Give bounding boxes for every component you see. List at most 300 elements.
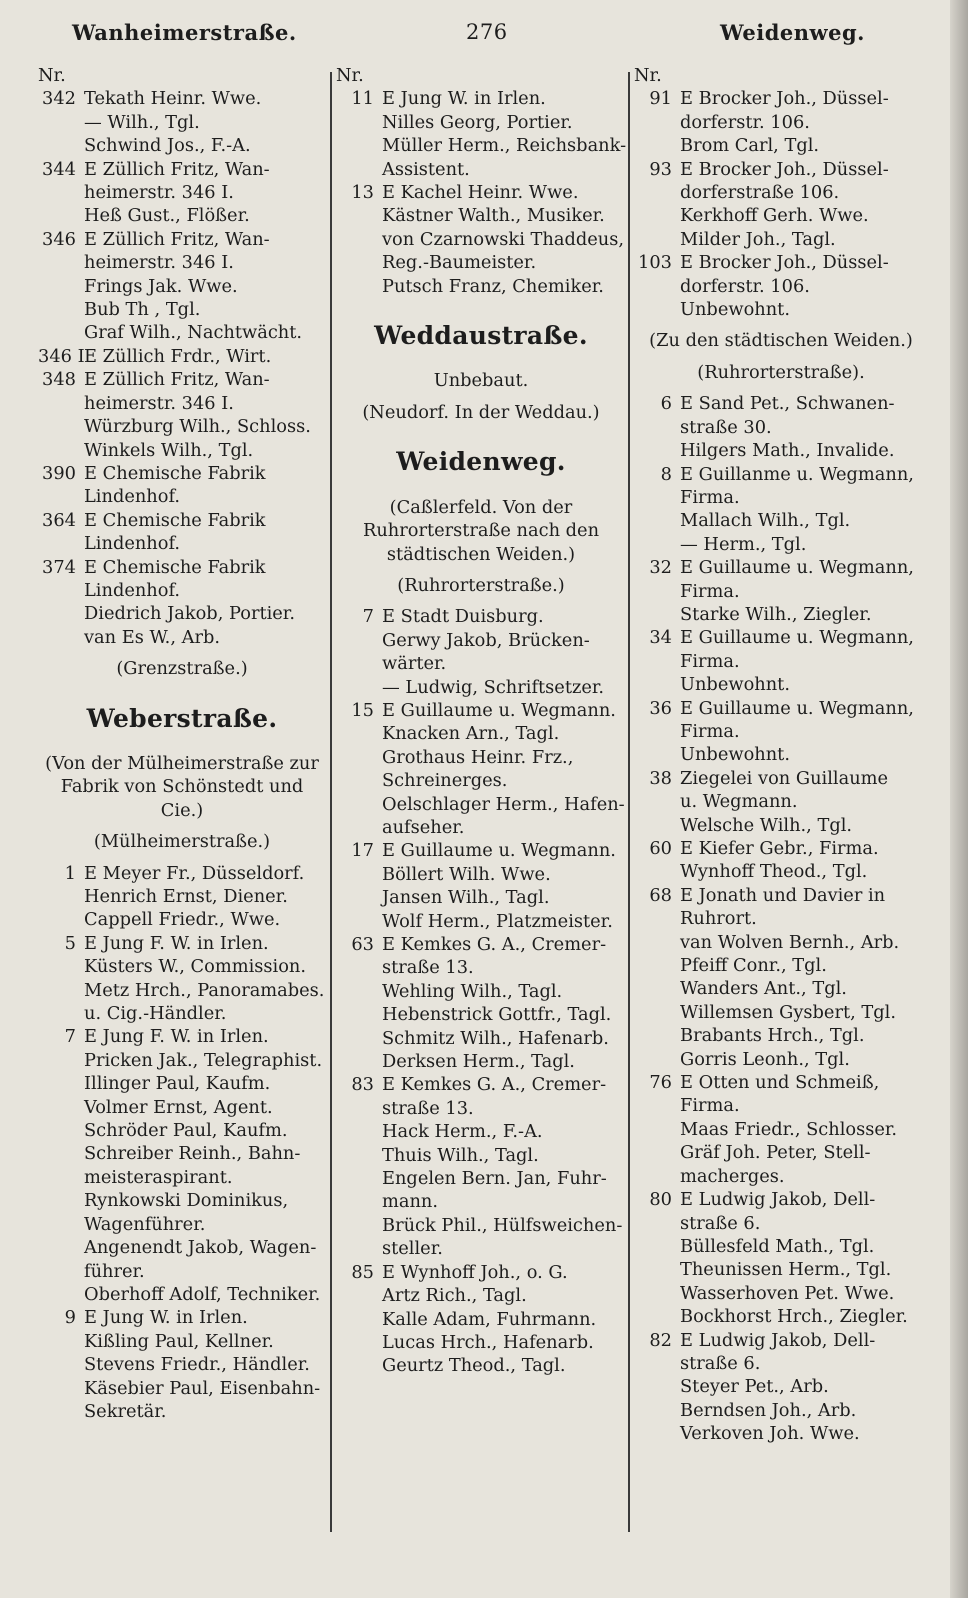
street-note: (Ruhrorterstraße).	[697, 361, 865, 383]
directory-entry	[336, 204, 626, 227]
directory-entry	[634, 298, 928, 321]
directory-entry	[634, 228, 928, 251]
entry-text: Artz Rich., Tagl.	[382, 1285, 527, 1307]
directory-entry	[634, 603, 928, 626]
entry-text: E Stadt Duisburg.	[382, 606, 544, 628]
directory-entry	[38, 1142, 326, 1165]
entry-text: Stevens Friedr., Händler.	[84, 1354, 310, 1376]
directory-entry	[634, 954, 928, 977]
directory-entry	[336, 1284, 626, 1307]
house-number: 17	[351, 840, 374, 862]
entry-text: Unbewohnt.	[680, 674, 790, 696]
directory-entry	[38, 158, 326, 181]
directory-entry	[336, 910, 626, 933]
directory-entry	[336, 793, 626, 816]
directory-entry	[38, 602, 326, 625]
directory-entry	[38, 298, 326, 321]
entry-text: Lucas Hrch., Hafenarb.	[382, 1331, 594, 1353]
column-number-heading: Nr.	[38, 65, 66, 86]
entry-text: Milder Joh., Tagl.	[680, 228, 836, 250]
entry-text: Putsch Franz, Chemiker.	[382, 275, 604, 297]
directory-entry	[336, 1073, 626, 1096]
entry-text: — Ludwig, Schriftsetzer.	[382, 676, 605, 698]
entry-continuation: heimerstr. 346 I.	[84, 392, 234, 414]
directory-entry	[38, 626, 326, 649]
directory-entry	[336, 181, 626, 204]
entry-text: E Brocker Joh., Düssel-	[680, 88, 889, 110]
entry-text: Gerwy Jakob, Brücken-	[382, 629, 590, 651]
street-note: (Neudorf. In der Weddau.)	[362, 401, 600, 423]
page-edge-shadow	[950, 0, 968, 1598]
directory-entry	[38, 1283, 326, 1306]
entry-text: Käsebier Paul, Eisenbahn-	[84, 1377, 321, 1399]
house-number: 346 I	[38, 345, 85, 367]
entry-text: Cappell Friedr., Wwe.	[84, 909, 281, 931]
entry-continuation: straße 30.	[680, 416, 772, 438]
directory-entry	[336, 87, 626, 110]
house-number: 348	[42, 369, 76, 391]
house-number: 91	[649, 88, 672, 110]
directory-entry	[336, 980, 626, 1003]
entry-text: E Chemische Fabrik	[84, 509, 266, 531]
entry-text: Pfeiff Conr., Tgl.	[680, 955, 827, 977]
entry-text: Büllesfeld Math., Tgl.	[680, 1235, 875, 1257]
directory-entry	[336, 839, 626, 862]
directory-entry	[336, 746, 626, 769]
directory-entry	[634, 251, 928, 274]
entry-text: Schmitz Wilh., Hafenarb.	[382, 1027, 609, 1049]
entry-text: E Kiefer Gebr., Firma.	[680, 838, 879, 859]
directory-entry	[634, 463, 928, 486]
directory-entry	[634, 87, 928, 110]
entry-text: E Züllich Frdr., Wirt.	[84, 345, 272, 367]
directory-entry	[336, 629, 626, 652]
house-number: 7	[362, 606, 374, 628]
directory-entry	[634, 1329, 928, 1352]
house-number: 374	[42, 556, 76, 578]
entry-text: van Es W., Arb.	[84, 626, 221, 648]
directory-entry	[336, 1214, 626, 1237]
entry-text: Unbewohnt.	[680, 744, 790, 766]
entry-text: E Kemkes G. A., Cremer-	[382, 934, 607, 955]
directory-entry	[634, 1048, 928, 1071]
directory-entry	[38, 87, 326, 110]
entry-continuation: Firma.	[680, 1095, 740, 1117]
directory-entry	[634, 1141, 928, 1164]
entry-text: Unbewohnt.	[680, 299, 790, 321]
entry-text: Knacken Arn., Tagl.	[382, 723, 560, 745]
directory-entry	[38, 509, 326, 532]
house-number: 82	[649, 1329, 672, 1351]
directory-entry	[336, 676, 626, 699]
directory-entry	[38, 415, 326, 438]
column-number-heading: Nr.	[634, 65, 662, 86]
directory-entry	[38, 885, 326, 908]
directory-entry	[634, 1118, 928, 1141]
directory-entry	[336, 1050, 626, 1073]
entry-text: Gräf Joh. Peter, Stell-	[680, 1142, 871, 1164]
entry-text: E Kemkes G. A., Cremer-	[382, 1074, 607, 1096]
directory-entry	[634, 392, 928, 415]
entry-text: Geurtz Theod., Tagl.	[382, 1355, 566, 1377]
directory-entry	[336, 863, 626, 886]
directory-entry	[634, 837, 928, 860]
entry-text: Jansen Wilh., Tagl.	[382, 887, 550, 909]
directory-entry	[336, 1144, 626, 1167]
street-heading: Weidenweg.	[396, 447, 566, 477]
entry-text: Welsche Wilh., Tgl.	[680, 814, 853, 836]
entry-text: Bockhorst Hrch., Ziegler.	[680, 1306, 908, 1328]
entry-text: Maas Friedr., Schlosser.	[680, 1118, 898, 1140]
entry-text: Angenendt Jakob, Wagen-	[84, 1237, 317, 1259]
entry-text: E Jung W. in Irlen.	[382, 88, 546, 110]
directory-entry	[38, 1049, 326, 1072]
directory-entry	[634, 814, 928, 837]
entry-text: Gorris Leonh., Tgl.	[680, 1048, 850, 1070]
directory-entry	[38, 1306, 326, 1329]
running-head-left: Wanheimerstraße.	[72, 20, 297, 45]
entry-text: E Jung F. W. in Irlen.	[84, 1026, 269, 1048]
directory-entry	[38, 1353, 326, 1376]
directory-entry	[38, 1377, 326, 1400]
running-head-right: Weidenweg.	[720, 20, 865, 45]
directory-entry	[336, 1003, 626, 1026]
directory-entry	[634, 134, 928, 157]
directory-entry	[336, 1027, 626, 1050]
entry-continuation: aufseher.	[382, 816, 465, 838]
house-number: 342	[42, 88, 76, 110]
street-note: (Grenzstraße.)	[116, 658, 248, 680]
directory-entry	[336, 933, 626, 956]
directory-entry	[336, 605, 626, 628]
entry-continuation: Firma.	[680, 580, 740, 602]
entry-continuation: Assistent.	[382, 158, 470, 180]
directory-entry	[38, 228, 326, 251]
entry-text: Tekath Heinr. Wwe.	[84, 88, 262, 110]
entry-continuation: Firma.	[680, 486, 740, 508]
entry-text: E Guillaume u. Wegmann,	[680, 627, 914, 649]
entry-continuation: Schreinerges.	[382, 770, 508, 792]
directory-entry	[38, 1119, 326, 1142]
entry-text: E Züllich Fritz, Wan-	[84, 158, 270, 180]
house-number: 80	[649, 1189, 672, 1211]
directory-entry	[336, 134, 626, 157]
column-3	[634, 64, 928, 1446]
directory-entry	[634, 1024, 928, 1047]
entry-continuation: straße 13.	[382, 957, 474, 979]
entry-text: E Guillanme u. Wegmann,	[680, 463, 914, 485]
house-number: 103	[638, 252, 672, 274]
directory-entry	[38, 345, 326, 368]
entry-continuation: straße 13.	[382, 1097, 474, 1119]
entry-text: E Guillaume u. Wegmann,	[680, 697, 914, 719]
entry-text: Hack Herm., F.-A.	[382, 1121, 543, 1143]
entry-text: Theunissen Herm., Tgl.	[680, 1259, 892, 1281]
entry-text: E Ludwig Jakob, Dell-	[680, 1329, 876, 1351]
entry-text: E Züllich Fritz, Wan-	[84, 228, 270, 250]
directory-entry	[38, 1236, 326, 1259]
directory-entry	[38, 1330, 326, 1353]
directory-entry	[38, 955, 326, 978]
entry-text: Hilgers Math., Invalide.	[680, 440, 895, 462]
entry-text: Diedrich Jakob, Portier.	[84, 603, 295, 625]
column-number-heading: Nr.	[336, 65, 364, 86]
entry-text: Wehling Wilh., Tagl.	[382, 980, 563, 1002]
directory-entry	[634, 931, 928, 954]
entry-text: Mallach Wilh., Tgl.	[680, 510, 851, 532]
entry-text: Ziegelei von Guillaume	[680, 767, 889, 789]
entry-text: E Brocker Joh., Düssel-	[680, 158, 889, 180]
entry-text: E Guillaume u. Wegmann,	[680, 557, 914, 579]
entry-text: Oberhoff Adolf, Techniker.	[84, 1283, 321, 1305]
entry-text: E Wynhoff Joh., o. G.	[382, 1261, 568, 1283]
entry-text: Starke Wilh., Ziegler.	[680, 603, 872, 625]
directory-entry	[634, 1375, 928, 1398]
entry-text: Berndsen Joh., Arb.	[680, 1399, 857, 1421]
directory-entry	[336, 722, 626, 745]
directory-entry	[336, 111, 626, 134]
entry-text: Winkels Wilh., Tgl.	[84, 439, 254, 461]
entry-text: Engelen Bern. Jan, Fuhr-	[382, 1168, 607, 1190]
directory-entry	[634, 673, 928, 696]
entry-text: Schröder Paul, Kaufm.	[84, 1120, 288, 1142]
entry-text: E Meyer Fr., Düsseldorf.	[84, 862, 305, 884]
directory-entry	[634, 767, 928, 790]
directory-entry	[634, 697, 928, 720]
entry-text: E Chemische Fabrik	[84, 556, 266, 578]
directory-entry	[634, 626, 928, 649]
entry-continuation: u. Cig.-Händler.	[84, 1003, 227, 1025]
entry-continuation: Firma.	[680, 650, 740, 672]
house-number: 36	[649, 697, 672, 719]
entry-text: Verkoven Joh. Wwe.	[680, 1423, 860, 1445]
street-heading: Weddaustraße.	[374, 321, 588, 351]
directory-entry	[634, 1071, 928, 1094]
entry-text: Thuis Wilh., Tagl.	[382, 1144, 539, 1166]
entry-text: Nilles Georg, Portier.	[382, 111, 573, 133]
house-number: 390	[42, 462, 76, 484]
directory-entry	[634, 533, 928, 556]
street-note: (Von der Mülheimerstraße zur Fabrik von Schönstedt und Cie.)	[45, 752, 319, 821]
house-number: 85	[351, 1261, 374, 1283]
entry-text: E Züllich Fritz, Wan-	[84, 369, 270, 391]
house-number: 15	[351, 699, 374, 721]
entry-continuation: steller.	[382, 1238, 443, 1260]
entry-continuation: straße 6.	[680, 1352, 761, 1374]
house-number: 38	[649, 767, 672, 789]
directory-entry	[634, 1188, 928, 1211]
entry-text: E Jung W. in Irlen.	[84, 1307, 248, 1329]
entry-text: Schwind Jos., F.-A.	[84, 135, 251, 157]
entry-text: E Brocker Joh., Düssel-	[680, 252, 889, 274]
directory-entry	[634, 860, 928, 883]
directory-entry	[336, 1354, 626, 1377]
directory-entry	[38, 275, 326, 298]
entry-text: E Jung F. W. in Irlen.	[84, 932, 269, 954]
column-1	[38, 64, 326, 1423]
street-note: Unbebaut.	[433, 370, 529, 392]
directory-entry	[336, 699, 626, 722]
directory-entry	[336, 275, 626, 298]
entry-text: Willemsen Gysbert, Tgl.	[680, 1001, 896, 1023]
entry-text: von Czarnowski Thaddeus,	[382, 228, 624, 250]
column-divider	[330, 72, 332, 1532]
directory-entry	[38, 321, 326, 344]
entry-text: E Guillaume u. Wegmann.	[382, 699, 616, 721]
directory-entry	[634, 1399, 928, 1422]
house-number: 344	[42, 158, 76, 180]
street-note: (Mülheimerstraße.)	[93, 831, 271, 853]
directory-entry	[38, 979, 326, 1002]
entry-continuation: heimerstr. 346 I.	[84, 252, 234, 274]
directory-entry	[336, 1167, 626, 1190]
house-number: 7	[64, 1026, 76, 1048]
entry-continuation: Wagenführer.	[84, 1213, 206, 1235]
entry-text: E Kachel Heinr. Wwe.	[382, 182, 579, 204]
street-note: (Zu den städtischen Weiden.)	[649, 330, 913, 352]
house-number: 5	[64, 932, 76, 954]
house-number: 6	[660, 393, 672, 415]
directory-entry	[336, 1261, 626, 1284]
entry-text: Steyer Pet., Arb.	[680, 1376, 829, 1398]
entry-text: Böllert Wilh. Wwe.	[382, 863, 551, 885]
directory-entry	[634, 509, 928, 532]
entry-text: Frings Jak. Wwe.	[84, 275, 238, 297]
house-number: 68	[649, 884, 672, 906]
entry-continuation: führer.	[84, 1260, 145, 1282]
directory-entry	[38, 462, 326, 485]
directory-entry	[634, 1422, 928, 1445]
entry-text: Schreiber Reinh., Bahn-	[84, 1143, 301, 1165]
directory-entry	[38, 862, 326, 885]
directory-entry	[634, 743, 928, 766]
entry-continuation: straße 6.	[680, 1212, 761, 1234]
entry-text: E Jonath und Davier in	[680, 884, 886, 906]
entry-text: — Wilh., Tgl.	[84, 111, 200, 133]
house-number: 93	[649, 158, 672, 180]
house-number: 83	[351, 1074, 374, 1096]
directory-entry	[38, 439, 326, 462]
entry-text: E Ludwig Jakob, Dell-	[680, 1189, 876, 1211]
page-number: 276	[466, 20, 508, 44]
entry-continuation: heimerstr. 346 I.	[84, 182, 234, 204]
entry-continuation: u. Wegmann.	[680, 791, 798, 813]
directory-entry	[634, 1001, 928, 1024]
entry-text: Kalle Adam, Fuhrmann.	[382, 1308, 597, 1330]
column-2	[336, 64, 626, 1378]
entry-text: Wanders Ant., Tgl.	[680, 978, 847, 1000]
entry-text: Brabants Hrch., Tgl.	[680, 1025, 865, 1047]
house-number: 11	[351, 88, 374, 110]
directory-entry	[38, 1025, 326, 1048]
street-note: (Ruhrorterstraße.)	[397, 574, 565, 596]
entry-text: Wynhoff Theod., Tgl.	[680, 861, 868, 883]
house-number: 13	[351, 182, 374, 204]
house-number: 76	[649, 1072, 672, 1094]
entry-text: E Guillaume u. Wegmann.	[382, 840, 616, 862]
house-number: 346	[42, 228, 76, 250]
house-number: 1	[64, 862, 76, 884]
directory-entry	[38, 368, 326, 391]
directory-entry	[336, 1120, 626, 1143]
directory-entry	[38, 204, 326, 227]
directory-entry	[634, 204, 928, 227]
entry-text: Derksen Herm., Tagl.	[382, 1051, 575, 1073]
entry-text: Brom Carl, Tgl.	[680, 135, 820, 157]
street-note: (Caßlerfeld. Von der Ruhrorterstraße nach den städtischen Weiden.)	[362, 496, 600, 565]
entry-text: Grothaus Heinr. Frz.,	[382, 746, 574, 768]
entry-continuation: meisteraspirant.	[84, 1166, 233, 1188]
directory-entry	[634, 977, 928, 1000]
directory-entry	[336, 886, 626, 909]
entry-continuation: Sekretär.	[84, 1400, 167, 1422]
entry-text: Oelschlager Herm., Hafen-	[382, 793, 625, 815]
house-number: 60	[649, 838, 672, 859]
directory-entry	[634, 439, 928, 462]
entry-text: E Sand Pet., Schwanen-	[680, 393, 895, 415]
directory-entry	[634, 1282, 928, 1305]
directory-entry	[336, 228, 626, 251]
house-number: 8	[660, 463, 672, 485]
entry-continuation: macherges.	[680, 1165, 785, 1187]
entry-text: Hebenstrick Gottfr., Tagl.	[382, 1004, 612, 1026]
directory-entry	[336, 1331, 626, 1354]
entry-continuation: Lindenhof.	[84, 486, 181, 508]
entry-text: E Chemische Fabrik	[84, 462, 266, 484]
entry-continuation: Lindenhof.	[84, 533, 181, 555]
entry-text: Kißling Paul, Kellner.	[84, 1330, 274, 1352]
house-number: 364	[42, 509, 76, 531]
entry-text: Metz Hrch., Panoramabes.	[84, 979, 325, 1001]
entry-text: — Herm., Tgl.	[680, 533, 807, 555]
entry-text: Würzburg Wilh., Schloss.	[84, 416, 311, 438]
house-number: 9	[64, 1307, 76, 1329]
entry-text: Kerkhoff Gerh. Wwe.	[680, 205, 869, 227]
entry-text: Volmer Ernst, Agent.	[84, 1096, 273, 1118]
directory-entry	[38, 932, 326, 955]
directory-entry	[634, 884, 928, 907]
entry-continuation: dorferstr. 106.	[680, 111, 810, 133]
entry-continuation: Reg.-Baumeister.	[382, 252, 537, 274]
entry-continuation: Ruhrort.	[680, 908, 757, 930]
entry-text: Henrich Ernst, Diener.	[84, 886, 288, 907]
entry-continuation: Lindenhof.	[84, 579, 181, 601]
entry-text: Bub Th , Tgl.	[84, 299, 201, 321]
directory-entry	[634, 1305, 928, 1328]
street-heading: Weberstraße.	[86, 703, 278, 733]
entry-text: Wasserhoven Pet. Wwe.	[680, 1282, 895, 1304]
directory-entry	[38, 1096, 326, 1119]
entry-continuation: dorferstraße 106.	[680, 182, 840, 204]
entry-continuation: mann.	[382, 1191, 439, 1213]
directory-entry	[38, 1189, 326, 1212]
house-number: 34	[649, 627, 672, 649]
directory-entry	[38, 556, 326, 579]
entry-continuation: wärter.	[382, 653, 447, 675]
directory-entry	[38, 134, 326, 157]
directory-entry	[634, 1235, 928, 1258]
house-number: 63	[351, 934, 374, 955]
entry-text: Graf Wilh., Nachtwächt.	[84, 322, 303, 344]
entry-text: van Wolven Bernh., Arb.	[680, 931, 900, 953]
directory-entry	[38, 111, 326, 134]
house-number: 32	[649, 557, 672, 579]
directory-entry	[336, 1308, 626, 1331]
entry-text: Heß Gust., Flößer.	[84, 205, 250, 227]
directory-entry	[634, 158, 928, 181]
entry-text: Brück Phil., Hülfsweichen-	[382, 1214, 623, 1236]
entry-text: Wolf Herm., Platzmeister.	[382, 910, 613, 932]
